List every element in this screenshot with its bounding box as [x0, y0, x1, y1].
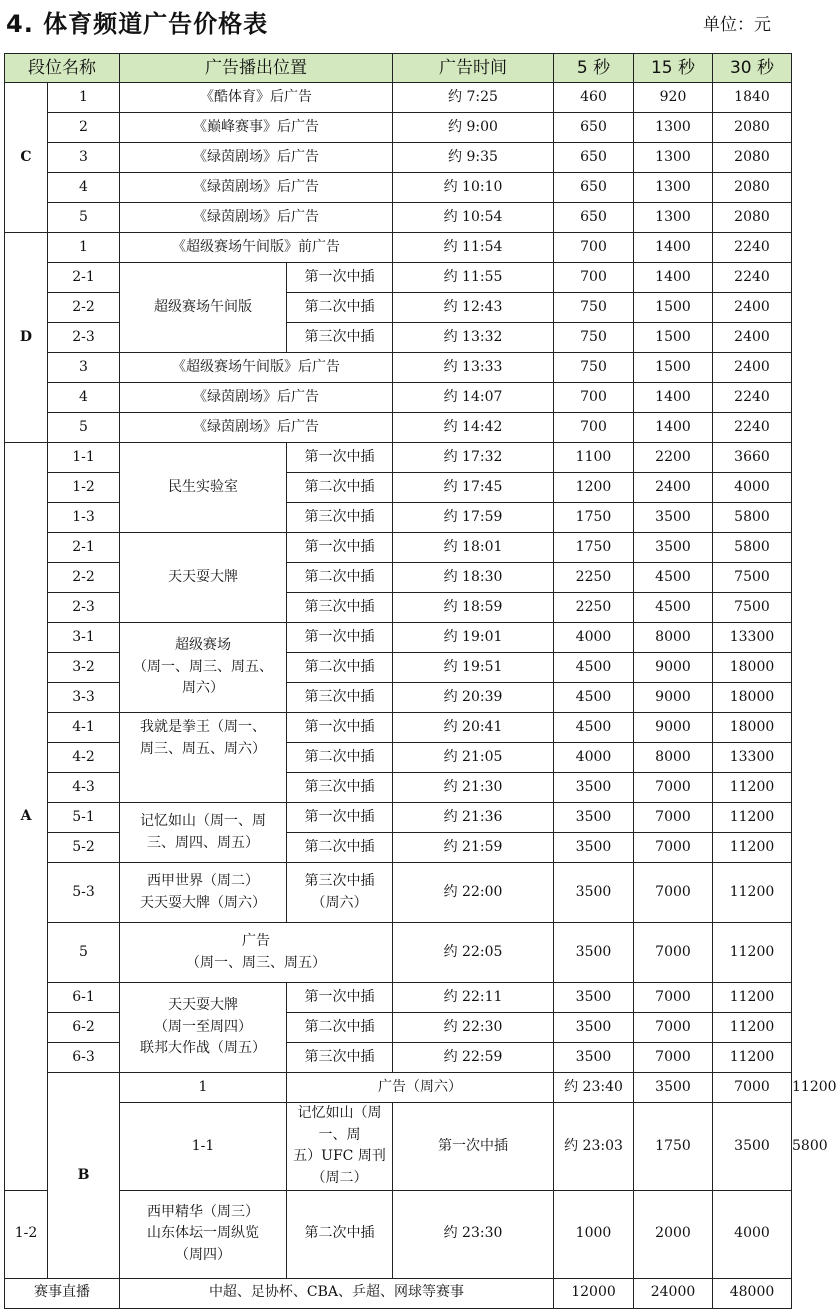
price-30s: 13300 [713, 743, 792, 773]
price-15s: 3500 [634, 503, 713, 533]
program-name: 记忆如山（周一、周 五）UFC 周刊（周二） [287, 1103, 393, 1191]
row-number: 4-3 [48, 773, 120, 803]
segment-label-a: A [5, 443, 48, 1191]
ad-time: 约 17:32 [393, 443, 554, 473]
price-5s: 460 [554, 83, 634, 113]
segment-label-c: C [5, 83, 48, 233]
row-number: 2-2 [48, 293, 120, 323]
ad-time: 约 19:51 [393, 653, 554, 683]
price-30s: 11200 [713, 1013, 792, 1043]
table-row [5, 713, 792, 743]
insert-label: 第二次中插 [287, 833, 393, 863]
price-15s: 7000 [634, 1043, 713, 1073]
price-30s: 2400 [713, 353, 792, 383]
table-row [5, 443, 792, 473]
ad-position: 广告（周六） [287, 1073, 554, 1103]
ad-time: 约 23:40 [554, 1073, 634, 1103]
price-15s: 1500 [634, 293, 713, 323]
row-number: 5 [48, 413, 120, 443]
header-row [5, 54, 792, 83]
ad-time: 约 13:32 [393, 323, 554, 353]
ad-position: 广告 （周一、周三、周五） [120, 923, 393, 983]
price-5s: 4000 [554, 623, 634, 653]
price-30s: 48000 [713, 1278, 792, 1308]
segment-label-b: B [48, 1073, 120, 1279]
segment-label-d: D [5, 233, 48, 443]
ad-position: 《绿茵剧场》后广告 [120, 173, 393, 203]
table-row [5, 1278, 792, 1308]
insert-label: 第二次中插 [287, 473, 393, 503]
ad-time: 约 22:00 [393, 863, 554, 923]
ad-time: 约 9:00 [393, 113, 554, 143]
price-30s: 7500 [713, 563, 792, 593]
ad-position: 中超、足协杯、CBA、乒超、网球等赛事 [120, 1278, 554, 1308]
insert-label: 第三次中插 [287, 773, 393, 803]
price-5s: 700 [554, 383, 634, 413]
live-label: 赛事直播 [5, 1278, 120, 1308]
row-number: 5 [48, 923, 120, 983]
row-number: 3-3 [48, 683, 120, 713]
price-5s: 4500 [554, 713, 634, 743]
row-number: 1 [48, 233, 120, 263]
price-5s: 2250 [554, 563, 634, 593]
table-row [5, 863, 792, 923]
price-15s: 1500 [634, 323, 713, 353]
insert-label: 第一次中插 [393, 1103, 554, 1191]
price-30s: 2240 [713, 263, 792, 293]
ad-time: 约 9:35 [393, 143, 554, 173]
price-15s: 7000 [713, 1073, 792, 1103]
price-5s: 1750 [554, 503, 634, 533]
price-30s: 2400 [713, 293, 792, 323]
price-30s: 2080 [713, 113, 792, 143]
table-row [5, 113, 792, 143]
insert-label: 第三次中插 [287, 593, 393, 623]
insert-label: 第一次中插 [287, 623, 393, 653]
price-15s: 7000 [634, 773, 713, 803]
price-5s: 3500 [554, 803, 634, 833]
table-row [5, 203, 792, 233]
ad-position: 《超级赛场午间版》前广告 [120, 233, 393, 263]
table-row [5, 383, 792, 413]
price-5s: 750 [554, 353, 634, 383]
header-segment: 段位名称 [5, 54, 120, 83]
price-5s: 1750 [554, 533, 634, 563]
price-15s: 9000 [634, 653, 713, 683]
price-5s: 650 [554, 203, 634, 233]
price-30s: 13300 [713, 623, 792, 653]
row-number: 6-2 [48, 1013, 120, 1043]
price-30s: 2240 [713, 413, 792, 443]
ad-time: 约 10:54 [393, 203, 554, 233]
insert-label: 第一次中插 [287, 983, 393, 1013]
program-name: 西甲精华（周三） 山东体坛一周纵览 （周四） [120, 1190, 287, 1278]
price-30s: 1840 [713, 83, 792, 113]
row-number: 6-1 [48, 983, 120, 1013]
ad-time: 约 7:25 [393, 83, 554, 113]
ad-time: 约 20:39 [393, 683, 554, 713]
ad-time: 约 21:36 [393, 803, 554, 833]
insert-label: 第二次中插 [287, 563, 393, 593]
ad-time: 约 18:59 [393, 593, 554, 623]
price-15s: 4500 [634, 563, 713, 593]
row-number: 2 [48, 113, 120, 143]
price-15s: 1400 [634, 413, 713, 443]
ad-time: 约 11:54 [393, 233, 554, 263]
ad-time: 约 22:05 [393, 923, 554, 983]
price-15s: 7000 [634, 983, 713, 1013]
program-name: 天天耍大牌 [120, 533, 287, 623]
ad-time: 约 22:11 [393, 983, 554, 1013]
table-row: 1-1 记忆如山（周一、周 五）UFC 周刊（周二） 第一次中插 约 23:03 1750 3500 5800 [5, 1103, 792, 1191]
price-15s: 920 [634, 83, 713, 113]
table-row [5, 173, 792, 203]
price-5s: 650 [554, 173, 634, 203]
insert-label: 第三次中插 [287, 683, 393, 713]
insert-label: 第二次中插 [287, 653, 393, 683]
price-15s: 1400 [634, 233, 713, 263]
price-30s: 18000 [713, 653, 792, 683]
price-30s: 4000 [713, 473, 792, 503]
price-5s: 3500 [554, 1043, 634, 1073]
row-number: 4-1 [48, 713, 120, 743]
price-30s: 7500 [713, 593, 792, 623]
price-5s: 750 [554, 323, 634, 353]
insert-label: 第三次中插 （周六） [287, 863, 393, 923]
table-row [5, 413, 792, 443]
price-5s: 3500 [634, 1073, 713, 1103]
insert-label: 第三次中插 [287, 503, 393, 533]
row-number: 4 [48, 173, 120, 203]
ad-time: 约 11:55 [393, 263, 554, 293]
price-15s: 1500 [634, 353, 713, 383]
insert-label: 第二次中插 [287, 1013, 393, 1043]
price-5s: 4500 [554, 653, 634, 683]
program-name: 天天耍大牌 （周一至周四） 联邦大作战（周五） [120, 983, 287, 1073]
price-30s: 18000 [713, 683, 792, 713]
ad-position: 《绿茵剧场》后广告 [120, 143, 393, 173]
ad-time: 约 20:41 [393, 713, 554, 743]
price-5s: 1100 [554, 443, 634, 473]
price-30s: 18000 [713, 713, 792, 743]
table-row [5, 803, 792, 833]
price-15s: 1400 [634, 263, 713, 293]
unit-label: 单位：元 [703, 15, 771, 35]
price-5s: 750 [554, 293, 634, 323]
table-row [5, 353, 792, 383]
header-30s: 30 秒 [713, 54, 792, 83]
price-30s: 11200 [713, 803, 792, 833]
price-30s: 3660 [713, 443, 792, 473]
price-table [4, 53, 837, 1309]
ad-time: 约 22:30 [393, 1013, 554, 1043]
price-5s: 1200 [554, 473, 634, 503]
table-row [5, 233, 792, 263]
price-30s: 2080 [713, 143, 792, 173]
row-number: 1 [48, 83, 120, 113]
insert-label: 第一次中插 [287, 263, 393, 293]
price-30s: 11200 [713, 863, 792, 923]
page-title: 4. 体育频道广告价格表 [6, 10, 269, 38]
ad-time: 约 21:30 [393, 773, 554, 803]
price-15s: 7000 [634, 923, 713, 983]
row-number: 1-3 [48, 503, 120, 533]
ad-time: 约 14:42 [393, 413, 554, 443]
ad-time: 约 12:43 [393, 293, 554, 323]
row-number: 3 [48, 353, 120, 383]
price-15s: 1300 [634, 203, 713, 233]
program-name: 超级赛场午间版 [120, 263, 287, 353]
price-5s: 700 [554, 233, 634, 263]
ad-time: 约 18:01 [393, 533, 554, 563]
row-number: 3-2 [48, 653, 120, 683]
ad-time: 约 23:30 [393, 1190, 554, 1278]
insert-label: 第二次中插 [287, 1190, 393, 1278]
price-15s: 1300 [634, 143, 713, 173]
price-30s: 2400 [713, 323, 792, 353]
ad-time: 约 21:05 [393, 743, 554, 773]
row-number: 1-1 [120, 1103, 287, 1191]
price-30s: 11200 [713, 833, 792, 863]
ad-time: 约 17:45 [393, 473, 554, 503]
price-15s: 4500 [634, 593, 713, 623]
ad-time: 约 19:01 [393, 623, 554, 653]
ad-time: 约 18:30 [393, 563, 554, 593]
row-number: 2-2 [48, 563, 120, 593]
header-15s: 15 秒 [634, 54, 713, 83]
price-5s: 1750 [634, 1103, 713, 1191]
price-5s: 4500 [554, 683, 634, 713]
row-number: 2-3 [48, 323, 120, 353]
insert-label: 第一次中插 [287, 803, 393, 833]
ad-position: 《超级赛场午间版》后广告 [120, 353, 393, 383]
ad-position: 《酷体育》后广告 [120, 83, 393, 113]
price-5s: 3500 [554, 983, 634, 1013]
price-30s: 11200 [713, 1043, 792, 1073]
table-row [5, 533, 792, 563]
price-15s: 2000 [634, 1190, 713, 1278]
price-30s: 2080 [713, 173, 792, 203]
ad-time: 约 14:07 [393, 383, 554, 413]
row-number: 1-2 [48, 473, 120, 503]
header-time: 广告时间 [393, 54, 554, 83]
price-15s: 1300 [634, 173, 713, 203]
price-5s: 1000 [554, 1190, 634, 1278]
row-number: 4 [48, 383, 120, 413]
price-15s: 3500 [713, 1103, 792, 1191]
insert-label: 第一次中插 [287, 533, 393, 563]
row-number: 5 [48, 203, 120, 233]
row-number: 5-3 [48, 863, 120, 923]
price-5s: 3500 [554, 1013, 634, 1043]
price-5s: 2250 [554, 593, 634, 623]
table-row [5, 623, 792, 653]
ad-time: 约 21:59 [393, 833, 554, 863]
price-15s: 1300 [634, 113, 713, 143]
row-number: 5-2 [48, 833, 120, 863]
price-15s: 1400 [634, 383, 713, 413]
ad-position: 《绿茵剧场》后广告 [120, 413, 393, 443]
price-15s: 7000 [634, 803, 713, 833]
table-row [5, 983, 792, 1013]
insert-label: 第二次中插 [287, 293, 393, 323]
header-position: 广告播出位置 [120, 54, 393, 83]
price-30s: 5800 [713, 503, 792, 533]
ad-position: 《巅峰赛事》后广告 [120, 113, 393, 143]
price-30s: 11200 [713, 983, 792, 1013]
price-15s: 8000 [634, 623, 713, 653]
table-row [5, 263, 792, 293]
row-number: 1-1 [48, 443, 120, 473]
program-name: 民生实验室 [120, 443, 287, 533]
row-number: 6-3 [48, 1043, 120, 1073]
price-5s: 650 [554, 143, 634, 173]
table-row [5, 923, 792, 983]
price-15s: 7000 [634, 1013, 713, 1043]
row-number: 3-1 [48, 623, 120, 653]
price-30s: 2240 [713, 233, 792, 263]
ad-position: 《绿茵剧场》后广告 [120, 203, 393, 233]
ad-time: 约 17:59 [393, 503, 554, 533]
ad-position: 《绿茵剧场》后广告 [120, 383, 393, 413]
price-15s: 24000 [634, 1278, 713, 1308]
ad-time: 约 13:33 [393, 353, 554, 383]
price-30s: 2080 [713, 203, 792, 233]
price-5s: 650 [554, 113, 634, 143]
price-30s: 11200 [713, 923, 792, 983]
table-row: B 1 广告（周六） 约 23:40 3500 7000 11200 [5, 1073, 792, 1103]
ad-time: 约 23:03 [554, 1103, 634, 1191]
price-15s: 2200 [634, 443, 713, 473]
insert-label: 第二次中插 [287, 743, 393, 773]
row-number: 1 [120, 1073, 287, 1103]
price-5s: 3500 [554, 923, 634, 983]
price-5s: 3500 [554, 863, 634, 923]
header-5s: 5 秒 [554, 54, 634, 83]
table-row [5, 1190, 792, 1278]
row-number: 4-2 [48, 743, 120, 773]
ad-time: 约 22:59 [393, 1043, 554, 1073]
price-5s: 4000 [554, 743, 634, 773]
insert-label: 第一次中插 [287, 713, 393, 743]
price-5s: 700 [554, 413, 634, 443]
program-name: 我就是拳王（周一、 周三、周五、周六） [120, 713, 287, 803]
price-5s: 12000 [554, 1278, 634, 1308]
price-15s: 7000 [634, 863, 713, 923]
ad-time: 约 10:10 [393, 173, 554, 203]
row-number: 3 [48, 143, 120, 173]
program-name: 超级赛场 （周一、周三、周五、 周六） [120, 623, 287, 713]
price-15s: 7000 [634, 833, 713, 863]
price-30s: 2240 [713, 383, 792, 413]
price-5s: 3500 [554, 773, 634, 803]
row-number: 5-1 [48, 803, 120, 833]
price-30s: 4000 [713, 1190, 792, 1278]
program-name: 西甲世界（周二） 天天耍大牌（周六） [120, 863, 287, 923]
price-5s: 3500 [554, 833, 634, 863]
insert-label: 第三次中插 [287, 323, 393, 353]
table-row [5, 83, 792, 113]
row-number: 2-1 [48, 533, 120, 563]
price-15s: 9000 [634, 713, 713, 743]
price-15s: 2400 [634, 473, 713, 503]
price-15s: 8000 [634, 743, 713, 773]
price-30s: 5800 [713, 533, 792, 563]
insert-label: 第一次中插 [287, 443, 393, 473]
row-number: 1-2 [5, 1190, 48, 1278]
row-number: 2-1 [48, 263, 120, 293]
insert-label: 第三次中插 [287, 1043, 393, 1073]
program-name: 记忆如山（周一、周 三、周四、周五） [120, 803, 287, 863]
price-15s: 9000 [634, 683, 713, 713]
table-row [5, 143, 792, 173]
row-number: 2-3 [48, 593, 120, 623]
price-30s: 11200 [713, 773, 792, 803]
price-15s: 3500 [634, 533, 713, 563]
price-5s: 700 [554, 263, 634, 293]
